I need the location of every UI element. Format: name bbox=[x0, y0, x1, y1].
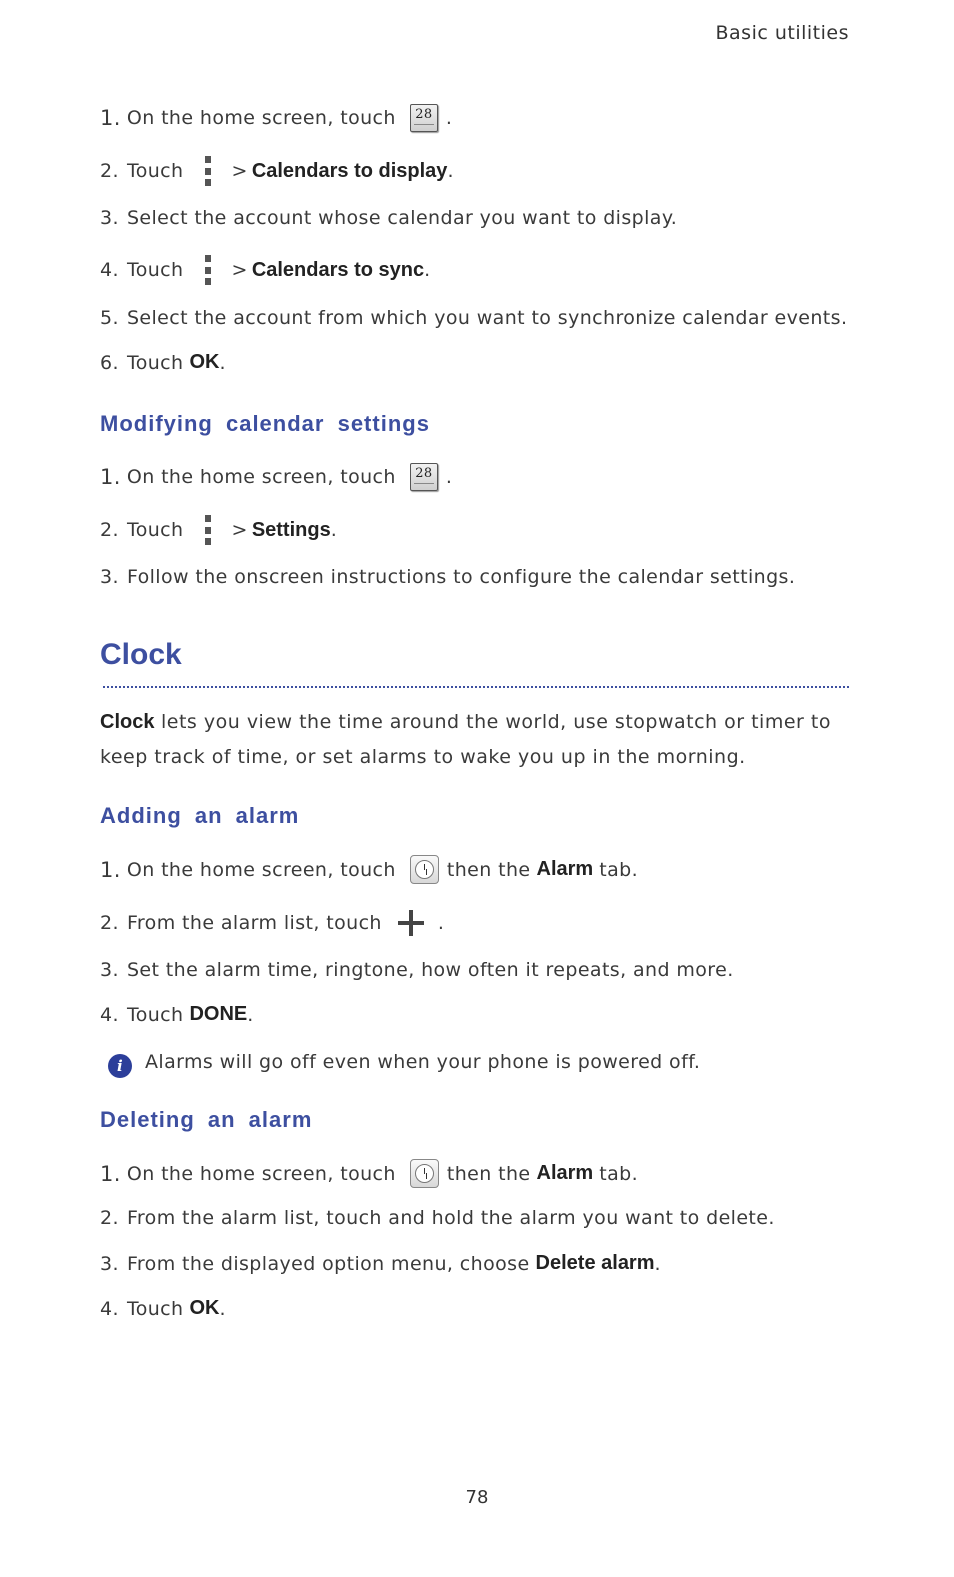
step-number: 4. bbox=[100, 259, 119, 281]
section-divider bbox=[103, 686, 849, 688]
step-open-calendar bbox=[100, 463, 452, 491]
step-delete-alarm bbox=[100, 1252, 661, 1275]
plus-icon bbox=[398, 910, 424, 936]
step-number: 3. bbox=[100, 959, 119, 981]
step-tail: . bbox=[330, 519, 338, 541]
menu-icon bbox=[205, 156, 211, 186]
step-text: Set the alarm time, ringtone, how often it repeats, and more. bbox=[126, 959, 734, 981]
step-separator: > bbox=[231, 519, 248, 541]
subheading-adding-alarm: Adding an alarm bbox=[100, 803, 300, 828]
step-text: From the alarm list, touch bbox=[126, 912, 382, 934]
step-number: 1. bbox=[100, 465, 121, 489]
step-calendars-to-sync bbox=[100, 255, 431, 285]
step-bold: Settings bbox=[251, 518, 331, 541]
step-tail: . bbox=[424, 259, 431, 281]
step-text: From the displayed option menu, choose bbox=[126, 1252, 530, 1275]
step-open-calendar bbox=[100, 104, 452, 132]
step-separator: > bbox=[231, 160, 248, 182]
menu-icon bbox=[205, 515, 211, 545]
step-number: 4. bbox=[100, 1003, 119, 1026]
calendar-icon: 28 bbox=[410, 104, 438, 132]
step-select-account-display bbox=[100, 207, 677, 229]
step-hold-alarm bbox=[100, 1207, 775, 1229]
note-text: Alarms will go off even when your phone is powered off. bbox=[145, 1051, 701, 1073]
step-set-alarm bbox=[100, 959, 734, 981]
step-add-alarm bbox=[100, 910, 444, 936]
step-open-clock bbox=[100, 1159, 638, 1188]
subheading-modifying-calendar-settings: Modifying calendar settings bbox=[100, 411, 430, 436]
step-tail: . bbox=[445, 107, 453, 129]
step-bold: Calendars to sync bbox=[251, 258, 425, 281]
step-mid: then the bbox=[446, 858, 531, 881]
subheading-deleting-alarm: Deleting an alarm bbox=[100, 1107, 313, 1132]
step-text: Touch bbox=[126, 1297, 184, 1320]
intro-bold: Clock bbox=[100, 711, 155, 733]
step-tail: . bbox=[447, 160, 454, 182]
step-touch-done bbox=[100, 1003, 254, 1026]
step-text: Select the account whose calendar you want to display. bbox=[126, 207, 678, 229]
step-text: On the home screen, touch bbox=[126, 858, 396, 881]
step-number: 4. bbox=[100, 1297, 119, 1320]
step-text: Touch bbox=[126, 160, 184, 182]
step-tail: . bbox=[219, 351, 226, 374]
step-text: On the home screen, touch bbox=[126, 107, 396, 129]
menu-icon bbox=[205, 255, 211, 285]
step-text: Touch bbox=[126, 1003, 184, 1026]
step-bold: Alarm bbox=[536, 858, 594, 880]
step-text: Select the account from which you want to synchronize calendar events. bbox=[126, 307, 848, 329]
calendar-icon: 28 bbox=[410, 463, 438, 491]
clock-icon bbox=[410, 1159, 439, 1188]
step-number: 3. bbox=[100, 207, 119, 229]
clock-intro bbox=[100, 705, 860, 775]
step-touch-ok bbox=[100, 351, 226, 374]
step-bold: DONE bbox=[189, 1003, 248, 1025]
step-number: 5. bbox=[100, 307, 119, 329]
step-bold: Calendars to display bbox=[251, 159, 448, 182]
step-text: From the alarm list, touch and hold the alarm you want to delete. bbox=[126, 1207, 775, 1229]
step-mid: then the bbox=[446, 1162, 531, 1185]
step-tail: . bbox=[445, 466, 453, 488]
step-separator: > bbox=[231, 259, 248, 281]
step-number: 2. bbox=[100, 519, 119, 541]
step-text: Follow the onscreen instructions to configure the calendar settings. bbox=[126, 566, 796, 588]
info-icon: i bbox=[108, 1054, 132, 1078]
step-tail: tab. bbox=[599, 1162, 639, 1185]
clock-icon bbox=[410, 855, 439, 884]
step-bold: OK bbox=[189, 351, 220, 373]
step-settings bbox=[100, 515, 337, 545]
step-number: 3. bbox=[100, 566, 119, 588]
step-number: 2. bbox=[100, 160, 119, 182]
step-text: On the home screen, touch bbox=[126, 1162, 396, 1185]
intro-text: lets you view the time around the world, use stopwatch or timer to keep track of time, or set alarms to wake you up in the morning. bbox=[100, 711, 831, 768]
step-text: On the home screen, touch bbox=[126, 466, 396, 488]
step-number: 1. bbox=[100, 1161, 121, 1186]
step-tail: . bbox=[219, 1297, 226, 1320]
page-number: 78 bbox=[465, 1487, 489, 1508]
step-tail: . bbox=[247, 1003, 254, 1026]
step-bold: Alarm bbox=[536, 1162, 594, 1184]
step-tail: tab. bbox=[599, 858, 639, 881]
running-header: Basic utilities bbox=[715, 22, 849, 44]
step-number: 3. bbox=[100, 1252, 119, 1275]
section-title-clock: Clock bbox=[100, 638, 182, 671]
info-note bbox=[108, 1046, 700, 1078]
step-bold: Delete alarm bbox=[535, 1252, 655, 1274]
step-calendars-to-display bbox=[100, 156, 454, 186]
step-text: Touch bbox=[126, 259, 184, 281]
step-number: 1. bbox=[100, 106, 121, 130]
step-tail: . bbox=[437, 912, 445, 934]
step-text: Touch bbox=[126, 351, 184, 374]
step-text: Touch bbox=[126, 519, 184, 541]
step-number: 2. bbox=[100, 912, 119, 934]
step-tail: . bbox=[654, 1252, 661, 1275]
step-select-account-sync bbox=[100, 307, 847, 329]
step-number: 6. bbox=[100, 351, 119, 374]
step-number: 2. bbox=[100, 1207, 119, 1229]
step-touch-ok bbox=[100, 1297, 226, 1320]
step-open-clock bbox=[100, 855, 638, 884]
step-follow-instructions bbox=[100, 566, 795, 588]
step-bold: OK bbox=[189, 1297, 220, 1319]
step-number: 1. bbox=[100, 857, 121, 882]
